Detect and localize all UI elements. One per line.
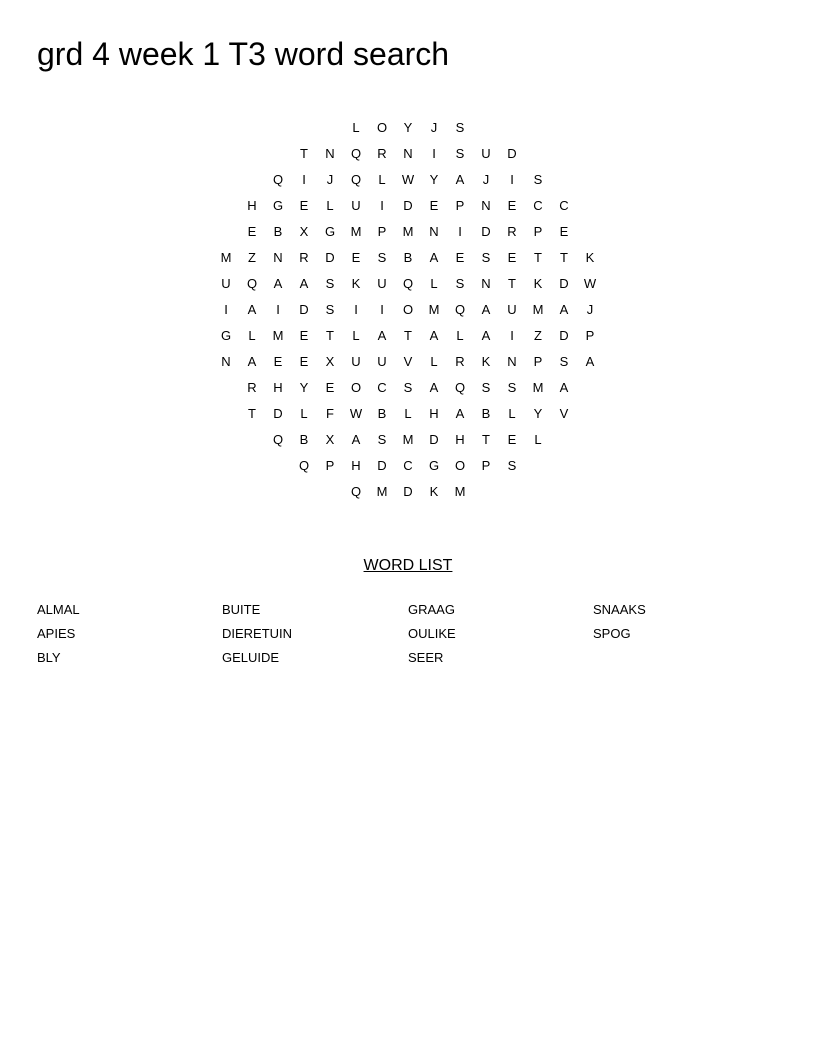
grid-letter: O	[376, 120, 388, 135]
grid-letter: S	[377, 432, 387, 447]
grid-letter: B	[273, 224, 283, 239]
word-list-item: APIES	[37, 626, 76, 641]
grid-letter: A	[429, 328, 439, 343]
grid-letter: H	[455, 432, 465, 447]
word-list-item: GRAAG	[408, 602, 455, 617]
grid-letter: M	[428, 302, 440, 317]
grid-letter: S	[377, 250, 387, 265]
grid-letter: Q	[350, 172, 362, 187]
grid-letter: H	[247, 198, 257, 213]
grid-letter: S	[325, 276, 335, 291]
grid-letter: L	[534, 432, 542, 447]
grid-letter: C	[377, 380, 387, 395]
grid-letter: I	[510, 328, 514, 343]
grid-letter: A	[273, 276, 283, 291]
grid-letter: D	[273, 406, 283, 421]
grid-letter: M	[376, 484, 388, 499]
grid-letter: L	[378, 172, 386, 187]
grid-letter: N	[273, 250, 283, 265]
grid-letter: A	[247, 354, 257, 369]
grid-letter: M	[402, 224, 414, 239]
grid-letter: M	[532, 380, 544, 395]
grid-letter: U	[351, 354, 361, 369]
grid-letter: S	[533, 172, 543, 187]
grid-letter: P	[377, 224, 387, 239]
grid-letter: Y	[403, 120, 413, 135]
grid-letter: W	[349, 406, 363, 421]
grid-letter: Q	[350, 484, 362, 499]
grid-letter: R	[247, 380, 257, 395]
grid-letter: E	[507, 198, 517, 213]
grid-letter: G	[428, 458, 440, 473]
grid-letter: G	[220, 328, 232, 343]
grid-letter: Q	[402, 276, 414, 291]
grid-letter: M	[402, 432, 414, 447]
grid-letter: I	[458, 224, 462, 239]
grid-letter: A	[455, 172, 465, 187]
grid-letter: T	[560, 250, 568, 265]
grid-letter: B	[377, 406, 387, 421]
grid-letter: Q	[246, 276, 258, 291]
grid-letter: V	[403, 354, 413, 369]
grid-letter: A	[481, 328, 491, 343]
grid-letter: M	[350, 224, 362, 239]
grid-letter: E	[455, 250, 465, 265]
grid-letter: Y	[299, 380, 309, 395]
grid-letter: U	[221, 276, 231, 291]
grid-letter: L	[456, 328, 464, 343]
grid-letter: U	[481, 146, 491, 161]
grid-letter: L	[508, 406, 516, 421]
grid-letter: R	[455, 354, 465, 369]
grid-letter: J	[430, 120, 438, 135]
grid-letter: M	[454, 484, 466, 499]
grid-letter: E	[299, 328, 309, 343]
grid-letter: O	[402, 302, 414, 317]
grid-letter: G	[324, 224, 336, 239]
grid-letter: L	[430, 354, 438, 369]
grid-letter: N	[325, 146, 335, 161]
word-list-item: DIERETUIN	[222, 626, 293, 641]
grid-letter: S	[559, 354, 569, 369]
grid-letter: Z	[248, 250, 256, 265]
grid-letter: I	[224, 302, 228, 317]
grid-letter: A	[351, 432, 361, 447]
grid-letter: D	[403, 484, 413, 499]
grid-letter: L	[326, 198, 334, 213]
grid-letter: S	[325, 302, 335, 317]
grid-letter: E	[273, 354, 283, 369]
grid-letter: D	[559, 328, 569, 343]
grid-letter: P	[533, 224, 543, 239]
grid-letter: I	[432, 146, 436, 161]
grid-letter: A	[299, 276, 309, 291]
grid-letter: N	[481, 276, 491, 291]
word-list-item: ALMAL	[37, 602, 80, 617]
grid-letter: F	[326, 406, 334, 421]
grid-letter: E	[247, 224, 257, 239]
word-search-grid	[0, 0, 816, 520]
word-list-item: BLY	[37, 650, 61, 665]
grid-letter: N	[221, 354, 231, 369]
grid-letter: A	[455, 406, 465, 421]
word-list-item: OULIKE	[408, 626, 456, 641]
grid-letter: B	[403, 250, 413, 265]
grid-letter: A	[585, 354, 595, 369]
grid-letter: L	[404, 406, 412, 421]
grid-letter: D	[429, 432, 439, 447]
grid-letter: S	[507, 380, 517, 395]
grid-letter: P	[533, 354, 543, 369]
grid-letter: J	[586, 302, 594, 317]
grid-letter: A	[559, 302, 569, 317]
word-list-heading: WORD LIST	[363, 557, 453, 574]
grid-letter: S	[455, 120, 465, 135]
grid-letter: X	[325, 432, 335, 447]
grid-letter: D	[403, 198, 413, 213]
grid-letter: A	[247, 302, 257, 317]
grid-letter: E	[299, 354, 309, 369]
grid-letter: I	[380, 198, 384, 213]
grid-letter: Q	[350, 146, 362, 161]
word-list-item: BUITE	[222, 602, 261, 617]
grid-letter: L	[430, 276, 438, 291]
grid-letter: I	[302, 172, 306, 187]
grid-letter: Y	[429, 172, 439, 187]
grid-letter: O	[454, 458, 466, 473]
grid-letter: S	[481, 380, 491, 395]
grid-letter: E	[507, 250, 517, 265]
grid-letter: T	[404, 328, 412, 343]
grid-letter: H	[351, 458, 361, 473]
grid-letter: D	[507, 146, 517, 161]
grid-letter: E	[351, 250, 361, 265]
grid-letter: I	[510, 172, 514, 187]
grid-letter: M	[220, 250, 232, 265]
page-title: grd 4 week 1 T3 word search	[37, 36, 450, 72]
grid-letter: X	[299, 224, 309, 239]
grid-letter: S	[455, 276, 465, 291]
grid-letter: J	[482, 172, 490, 187]
grid-letter: I	[276, 302, 280, 317]
grid-letter: T	[508, 276, 516, 291]
grid-letter: T	[300, 146, 308, 161]
grid-letter: Q	[454, 380, 466, 395]
grid-letter: S	[455, 146, 465, 161]
grid-letter: D	[325, 250, 335, 265]
grid-letter: T	[482, 432, 490, 447]
grid-letter: Y	[533, 406, 543, 421]
grid-letter: U	[351, 198, 361, 213]
grid-letter: P	[585, 328, 595, 343]
grid-letter: Z	[534, 328, 542, 343]
grid-letter: A	[377, 328, 387, 343]
grid-letter: L	[300, 406, 308, 421]
grid-letter: T	[326, 328, 334, 343]
grid-letter: B	[481, 406, 491, 421]
grid-letter: P	[481, 458, 491, 473]
grid-letter: K	[481, 354, 491, 369]
grid-letter: Q	[298, 458, 310, 473]
grid-letter: E	[507, 432, 517, 447]
grid-letter: E	[325, 380, 335, 395]
grid-letter: K	[585, 250, 595, 265]
word-list	[0, 600, 816, 680]
word-list-item: GELUIDE	[222, 650, 280, 665]
grid-letter: W	[583, 276, 597, 291]
grid-letter: T	[534, 250, 542, 265]
grid-letter: U	[507, 302, 517, 317]
grid-letter: D	[559, 276, 569, 291]
grid-letter: E	[559, 224, 569, 239]
grid-letter: N	[403, 146, 413, 161]
grid-letter: W	[401, 172, 415, 187]
grid-letter: S	[507, 458, 517, 473]
grid-letter: N	[481, 198, 491, 213]
grid-letter: R	[299, 250, 309, 265]
grid-letter: B	[299, 432, 309, 447]
grid-letter: A	[481, 302, 491, 317]
grid-letter: P	[325, 458, 335, 473]
grid-letter: E	[299, 198, 309, 213]
grid-letter: H	[273, 380, 283, 395]
grid-letter: L	[248, 328, 256, 343]
grid-letter: L	[352, 328, 360, 343]
word-list-item: SPOG	[593, 626, 631, 641]
grid-letter: R	[507, 224, 517, 239]
grid-letter: N	[429, 224, 439, 239]
grid-letter: L	[352, 120, 360, 135]
grid-letter: S	[403, 380, 413, 395]
grid-letter: D	[299, 302, 309, 317]
grid-letter: M	[272, 328, 284, 343]
grid-letter: I	[380, 302, 384, 317]
grid-letter: Q	[272, 172, 284, 187]
grid-letter: N	[507, 354, 517, 369]
grid-letter: A	[429, 380, 439, 395]
grid-letter: D	[377, 458, 387, 473]
grid-letter: K	[351, 276, 361, 291]
grid-letter: E	[429, 198, 439, 213]
grid-letter: C	[403, 458, 413, 473]
grid-letter: A	[429, 250, 439, 265]
grid-letter: V	[559, 406, 569, 421]
grid-letter: Q	[272, 432, 284, 447]
grid-letter: H	[429, 406, 439, 421]
grid-letter: C	[559, 198, 569, 213]
grid-letter: M	[532, 302, 544, 317]
grid-letter: K	[429, 484, 439, 499]
grid-letter: G	[272, 198, 284, 213]
grid-letter: K	[533, 276, 543, 291]
word-list-item: SNAAKS	[593, 602, 646, 617]
grid-letter: U	[377, 276, 387, 291]
word-list-item: SEER	[408, 650, 444, 665]
grid-letter: U	[377, 354, 387, 369]
grid-letter: I	[354, 302, 358, 317]
grid-letter: A	[559, 380, 569, 395]
grid-letter: O	[350, 380, 362, 395]
grid-letter: Q	[454, 302, 466, 317]
grid-letter: C	[533, 198, 543, 213]
grid-letter: X	[325, 354, 335, 369]
grid-letter: D	[481, 224, 491, 239]
grid-letter: J	[326, 172, 334, 187]
grid-letter: R	[377, 146, 387, 161]
grid-letter: T	[248, 406, 256, 421]
grid-letter: S	[481, 250, 491, 265]
grid-letter: P	[455, 198, 465, 213]
